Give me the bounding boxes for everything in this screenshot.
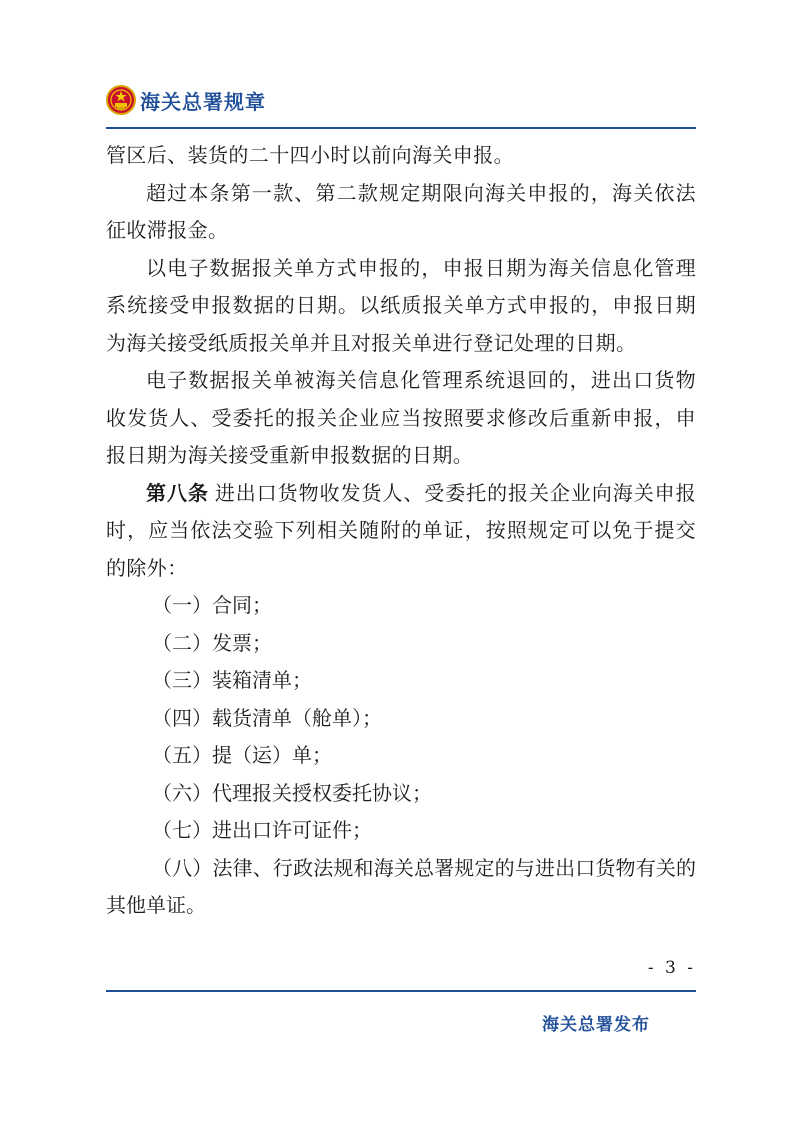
header-title: 海关总署规章 [140,89,266,114]
paragraph: 超过本条第一款、第二款规定期限向海关申报的，海关依法征收滞报金。 [106,180,696,242]
document-body [106,137,696,925]
paragraph: 电子数据报关单被海关信息化管理系统退回的，进出口货物收发货人、受委托的报关企业应当按照要求修改后重新申报，申报日期为海关接受重新申报数据的日期。 [106,368,696,467]
footer-publisher: 海关总署发布 [542,1015,650,1035]
footer-divider [106,990,696,992]
page-header [106,82,266,118]
list-item: （三）装箱清单； [152,668,312,692]
list-item: （五）提（运）单； [152,743,332,767]
list-item: （六）代理报关授权委托协议； [152,780,432,805]
list-item: （八）法律、行政法规和海关总署规定的与进出口货物有关的其他单证。 [106,855,696,917]
header-divider [106,127,696,129]
paragraph: 以电子数据报关单方式申报的，申报日期为海关信息化管理系统接受申报数据的日期。以纸质报关单方式申报的，申报日期为海关接受纸质报关单并且对报关单进行登记处理的日期。 [106,255,696,355]
page-number: - 3 - [647,958,696,978]
list-item: （二）发票； [152,630,272,655]
paragraph-continuation: 管区后、装货的二十四小时以前向海关申报。 [106,143,514,167]
national-emblem-icon [106,85,136,115]
article-paragraph [106,475,696,588]
list-item: （四）载货清单（舱单）； [152,705,382,730]
article-heading: 第八条 [146,480,209,505]
article-text: 进出口货物收发货人、受委托的报关企业向海关申报时，应当依法交验下列相关随附的单证，按照规定可以免于提交的除外： [106,480,697,580]
list-item: （七）进出口许可证件； [152,818,372,842]
list-item: （一）合同； [152,593,272,617]
